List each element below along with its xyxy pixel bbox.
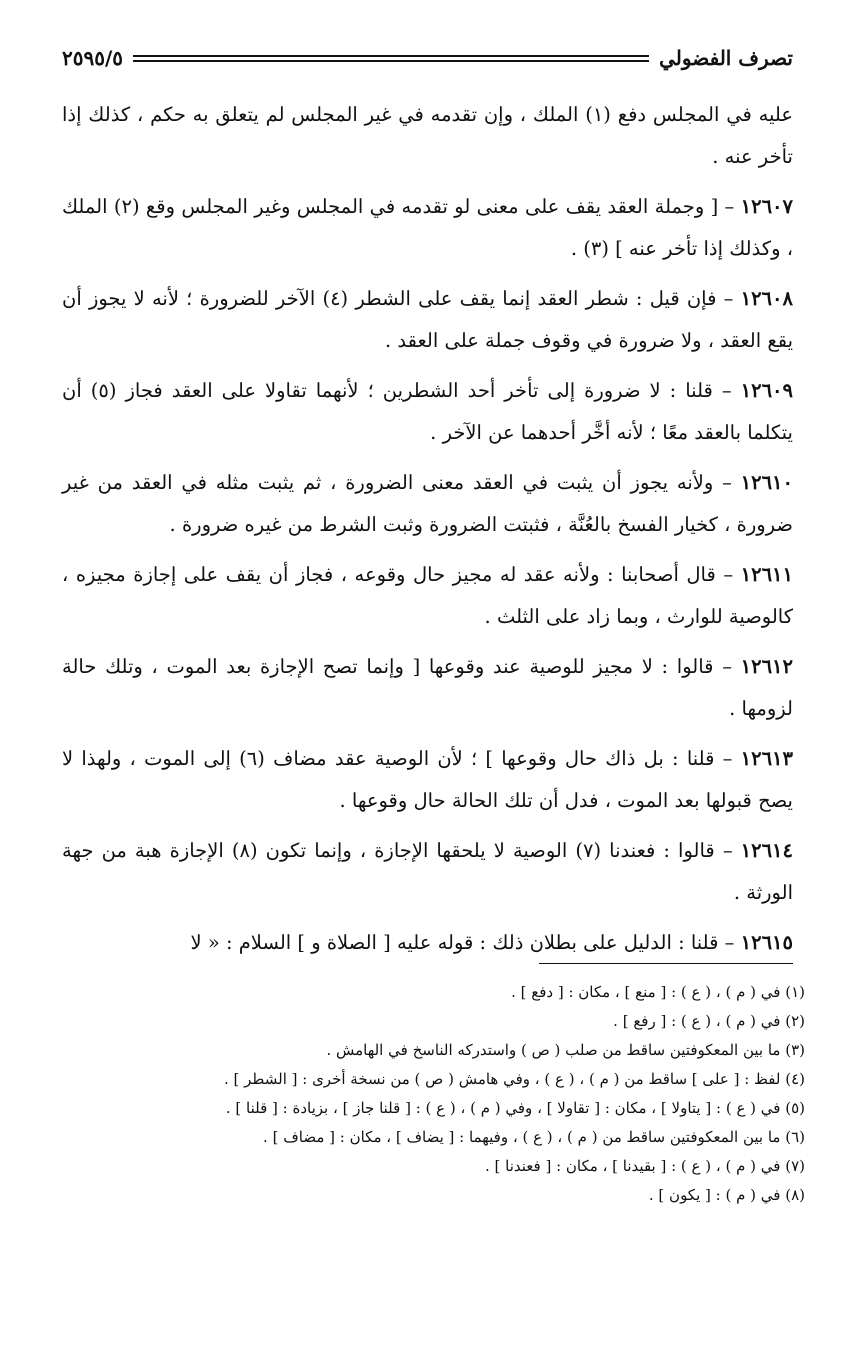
paragraph [62, 462, 793, 546]
paragraph-text: – [ وجملة العقد يقف على معنى لو تقدمه في المجلس وغير المجلس وقع (٢) الملك ، وكذلك إذا تأخر عنه ] (٣) . [62, 195, 793, 260]
paragraph [62, 186, 793, 270]
paragraph-number: ١٢٦١٢ [740, 655, 793, 678]
paragraph-text: – ولأنه يجوز أن يثبت في العقد معنى الضرورة ، ثم يثبت مثله في العقد من غير ضرورة ، كخيار الفسخ بالعُنَّة ، فثبتت الضرورة وثبت الشرط من غيره ضرورة . [62, 471, 793, 536]
paragraph-text: عليه في المجلس دفع (١) الملك ، وإن تقدمه في غير المجلس لم يتعلق به حكم ، كذلك إذا تأخر عنه . [62, 103, 794, 168]
paragraph-number: ١٢٦١٣ [740, 747, 793, 770]
paragraph [62, 830, 793, 914]
paragraph-number: ١٢٦١٥ [740, 931, 793, 954]
header-double-rule [133, 55, 649, 62]
paragraph-number: ١٢٦١١ [740, 563, 793, 586]
paragraph-number: ١٢٦١٤ [740, 839, 794, 862]
footnote-separator [539, 963, 793, 964]
footnote: (٣) ما بين المعكوفتين ساقط من صلب ( ص ) واستدركه الناسخ في الهامش . [326, 1041, 805, 1059]
paragraph [62, 646, 793, 730]
paragraph-number: ١٢٦١٠ [740, 471, 793, 494]
footnote: (٦) ما بين المعكوفتين ساقط من ( م ) ، ( ع ) ، وفيهما : [ يضاف ] ، مكان : [ مضاف ] . [263, 1128, 805, 1146]
running-header [62, 38, 793, 78]
paragraph-number: ١٢٦٠٨ [740, 287, 793, 310]
paragraph-text: – قلنا : لا ضرورة إلى تأخر أحد الشطرين ؛ لأنهما تقاولا على العقد فجاز (٥) أن يتكلما بالعقد معًا ؛ لأنه أخَّر أحدهما عن الآخر . [62, 379, 793, 444]
paragraph-text: – قلنا : الدليل على بطلان ذلك : قوله عليه [ الصلاة و ] السلام : « لا [190, 931, 741, 954]
main-text [62, 94, 793, 972]
footnote: (٢) في ( م ) ، ( ع ) : [ رفع ] . [613, 1012, 805, 1030]
footnote: (٤) لفظ : [ على ] ساقط من ( م ) ، ( ع ) ، وفي هامش ( ص ) من نسخة أخرى : [ الشطر ] . [224, 1070, 805, 1088]
footnote: (١) في ( م ) ، ( ع ) : [ منع ] ، مكان : [ دفع ] . [511, 983, 805, 1001]
paragraph [62, 278, 793, 362]
paragraph [62, 370, 793, 454]
paragraph-number: ١٢٦٠٩ [740, 379, 793, 402]
paragraph-number: ١٢٦٠٧ [740, 195, 793, 218]
paragraph [62, 94, 793, 178]
page-number: ٢٥٩٥/٥ [62, 46, 124, 70]
footnote: (٥) في ( ع ) : [ يتاولا ] ، مكان : [ تقاولا ] ، وفي ( م ) ، ( ع ) : [ قلنا جاز ] ، بزيادة : [ قلنا ] . [225, 1099, 805, 1117]
paragraph-text: – فإن قيل : شطر العقد إنما يقف على الشطر (٤) الآخر للضرورة ؛ لأنه لا يجوز أن يقع العقد ، ولا ضرورة في وقوف جملة على العقد . [62, 287, 793, 352]
paragraph-text: – قال أصحابنا : ولأنه عقد له مجيز حال وقوعه ، فجاز أن يقف على إجازة مجيزه ، كالوصية للوارث ، وبما زاد على الثلث . [62, 563, 793, 628]
paragraph [62, 554, 793, 638]
paragraph [62, 922, 793, 964]
paragraph-text: – قالوا : لا مجيز للوصية عند وقوعها [ وإنما تصح الإجازة بعد الموت ، وتلك حالة لزومها . [62, 655, 793, 720]
footnote: (٨) في ( م ) : [ يكون ] . [648, 1186, 805, 1204]
paragraph-text: – قلنا : بل ذاك حال وقوعها ] ؛ لأن الوصية عقد مضاف (٦) إلى الموت ، ولهذا لا يصح قبولها بعد الموت ، فدل أن تلك الحالة حال وقوعها . [62, 747, 793, 812]
running-title: تصرف الفضولي [659, 46, 793, 70]
paragraph [62, 738, 793, 822]
paragraph-text: – قالوا : فعندنا (٧) الوصية لا يلحقها الإجازة ، وإنما تكون (٨) الإجازة هبة من جهة الورثة . [62, 839, 793, 904]
footnote: (٧) في ( م ) ، ( ع ) : [ بقيدنا ] ، مكان : [ فعندنا ] . [484, 1157, 805, 1175]
footnotes [62, 978, 805, 1210]
